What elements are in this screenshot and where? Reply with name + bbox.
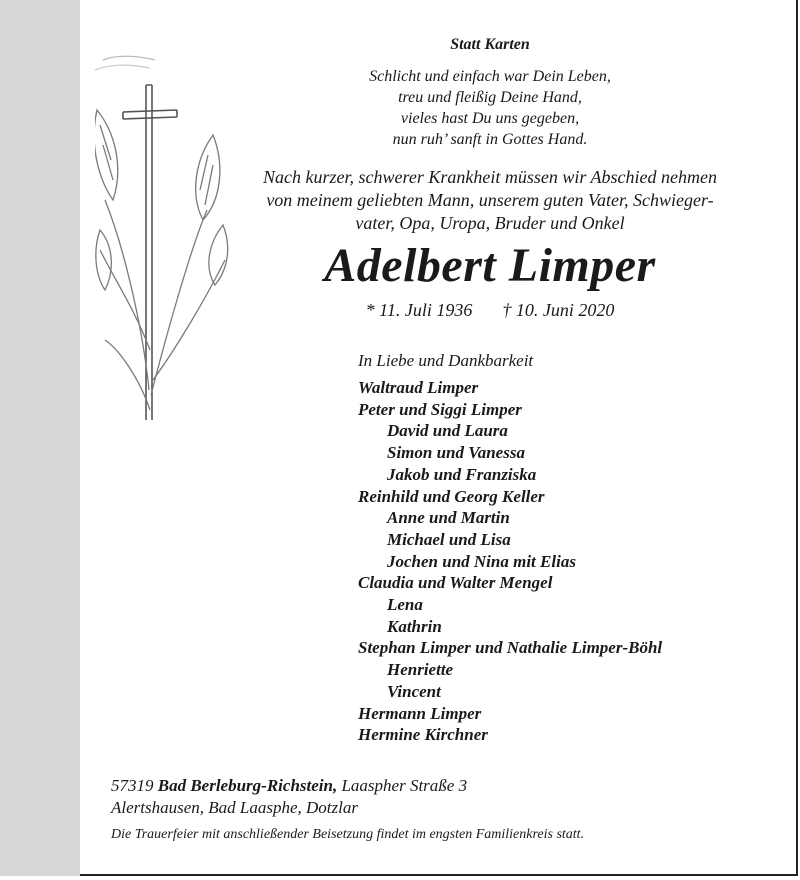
family-list <box>358 377 662 746</box>
deceased-name: Adelbert Limper <box>324 239 656 292</box>
address-zip: 57319 <box>111 776 154 795</box>
family-member: Waltraud Limper <box>358 378 479 397</box>
family-member: Anne und Martin <box>387 508 510 528</box>
death-date: † 10. Juni 2020 <box>502 300 615 320</box>
funeral-notice: Die Trauerfeier mit anschließender Beisetzung findet im engsten Familienkreis statt. <box>111 827 585 842</box>
intro-text <box>245 166 735 235</box>
family-member: Kathrin <box>387 616 442 636</box>
heading: Statt Karten <box>450 36 530 53</box>
gray-side-band <box>0 0 80 876</box>
family-member: Stephan Limper und Nathalie Limper-Böhl <box>358 638 663 658</box>
poem-line: nun ruh’ sanft in Gottes Hand. <box>392 131 588 148</box>
poem-line: Schlicht und einfach war Dein Leben, <box>369 68 611 85</box>
address-line-1 <box>111 776 467 796</box>
poem <box>245 66 735 150</box>
family-member: Simon und Vanessa <box>387 443 525 463</box>
family-member: David und Laura <box>387 421 508 441</box>
address-city: Bad Berleburg-Richstein, <box>157 776 338 795</box>
family-member: Hermann Limper <box>358 703 482 723</box>
family-member: Michael und Lisa <box>387 529 511 549</box>
family-member: Peter und Siggi Limper <box>358 399 522 419</box>
birth-date: * 11. Juli 1936 <box>365 300 473 320</box>
intro-line: vater, Opa, Uropa, Bruder und Onkel <box>355 213 625 233</box>
intro-line: von meinem geliebten Mann, unserem guten Vater, Schwieger- <box>266 190 714 210</box>
family-member: Jakob und Franziska <box>387 464 537 484</box>
life-dates <box>245 300 735 321</box>
thanks-line: In Liebe und Dankbarkeit <box>358 351 534 370</box>
address-line-2: Alertshausen, Bad Laasphe, Dotzlar <box>111 798 358 817</box>
poem-line: treu und fleißig Deine Hand, <box>398 89 582 106</box>
family-member: Reinhild und Georg Keller <box>358 486 545 506</box>
address-street: Laaspher Straße 3 <box>341 776 468 795</box>
intro-line: Nach kurzer, schwerer Krankheit müssen wir Abschied nehmen <box>263 167 717 187</box>
family-member: Vincent <box>387 681 441 701</box>
family-member: Jochen und Nina mit Elias <box>387 551 576 571</box>
family-member: Hermine Kirchner <box>358 725 488 745</box>
poem-line: vieles hast Du uns gegeben, <box>400 110 580 127</box>
family-member: Henriette <box>387 660 454 680</box>
cross-wheat-illustration <box>95 50 235 425</box>
family-member: Claudia und Walter Mengel <box>358 573 553 593</box>
family-member: Lena <box>387 595 423 615</box>
